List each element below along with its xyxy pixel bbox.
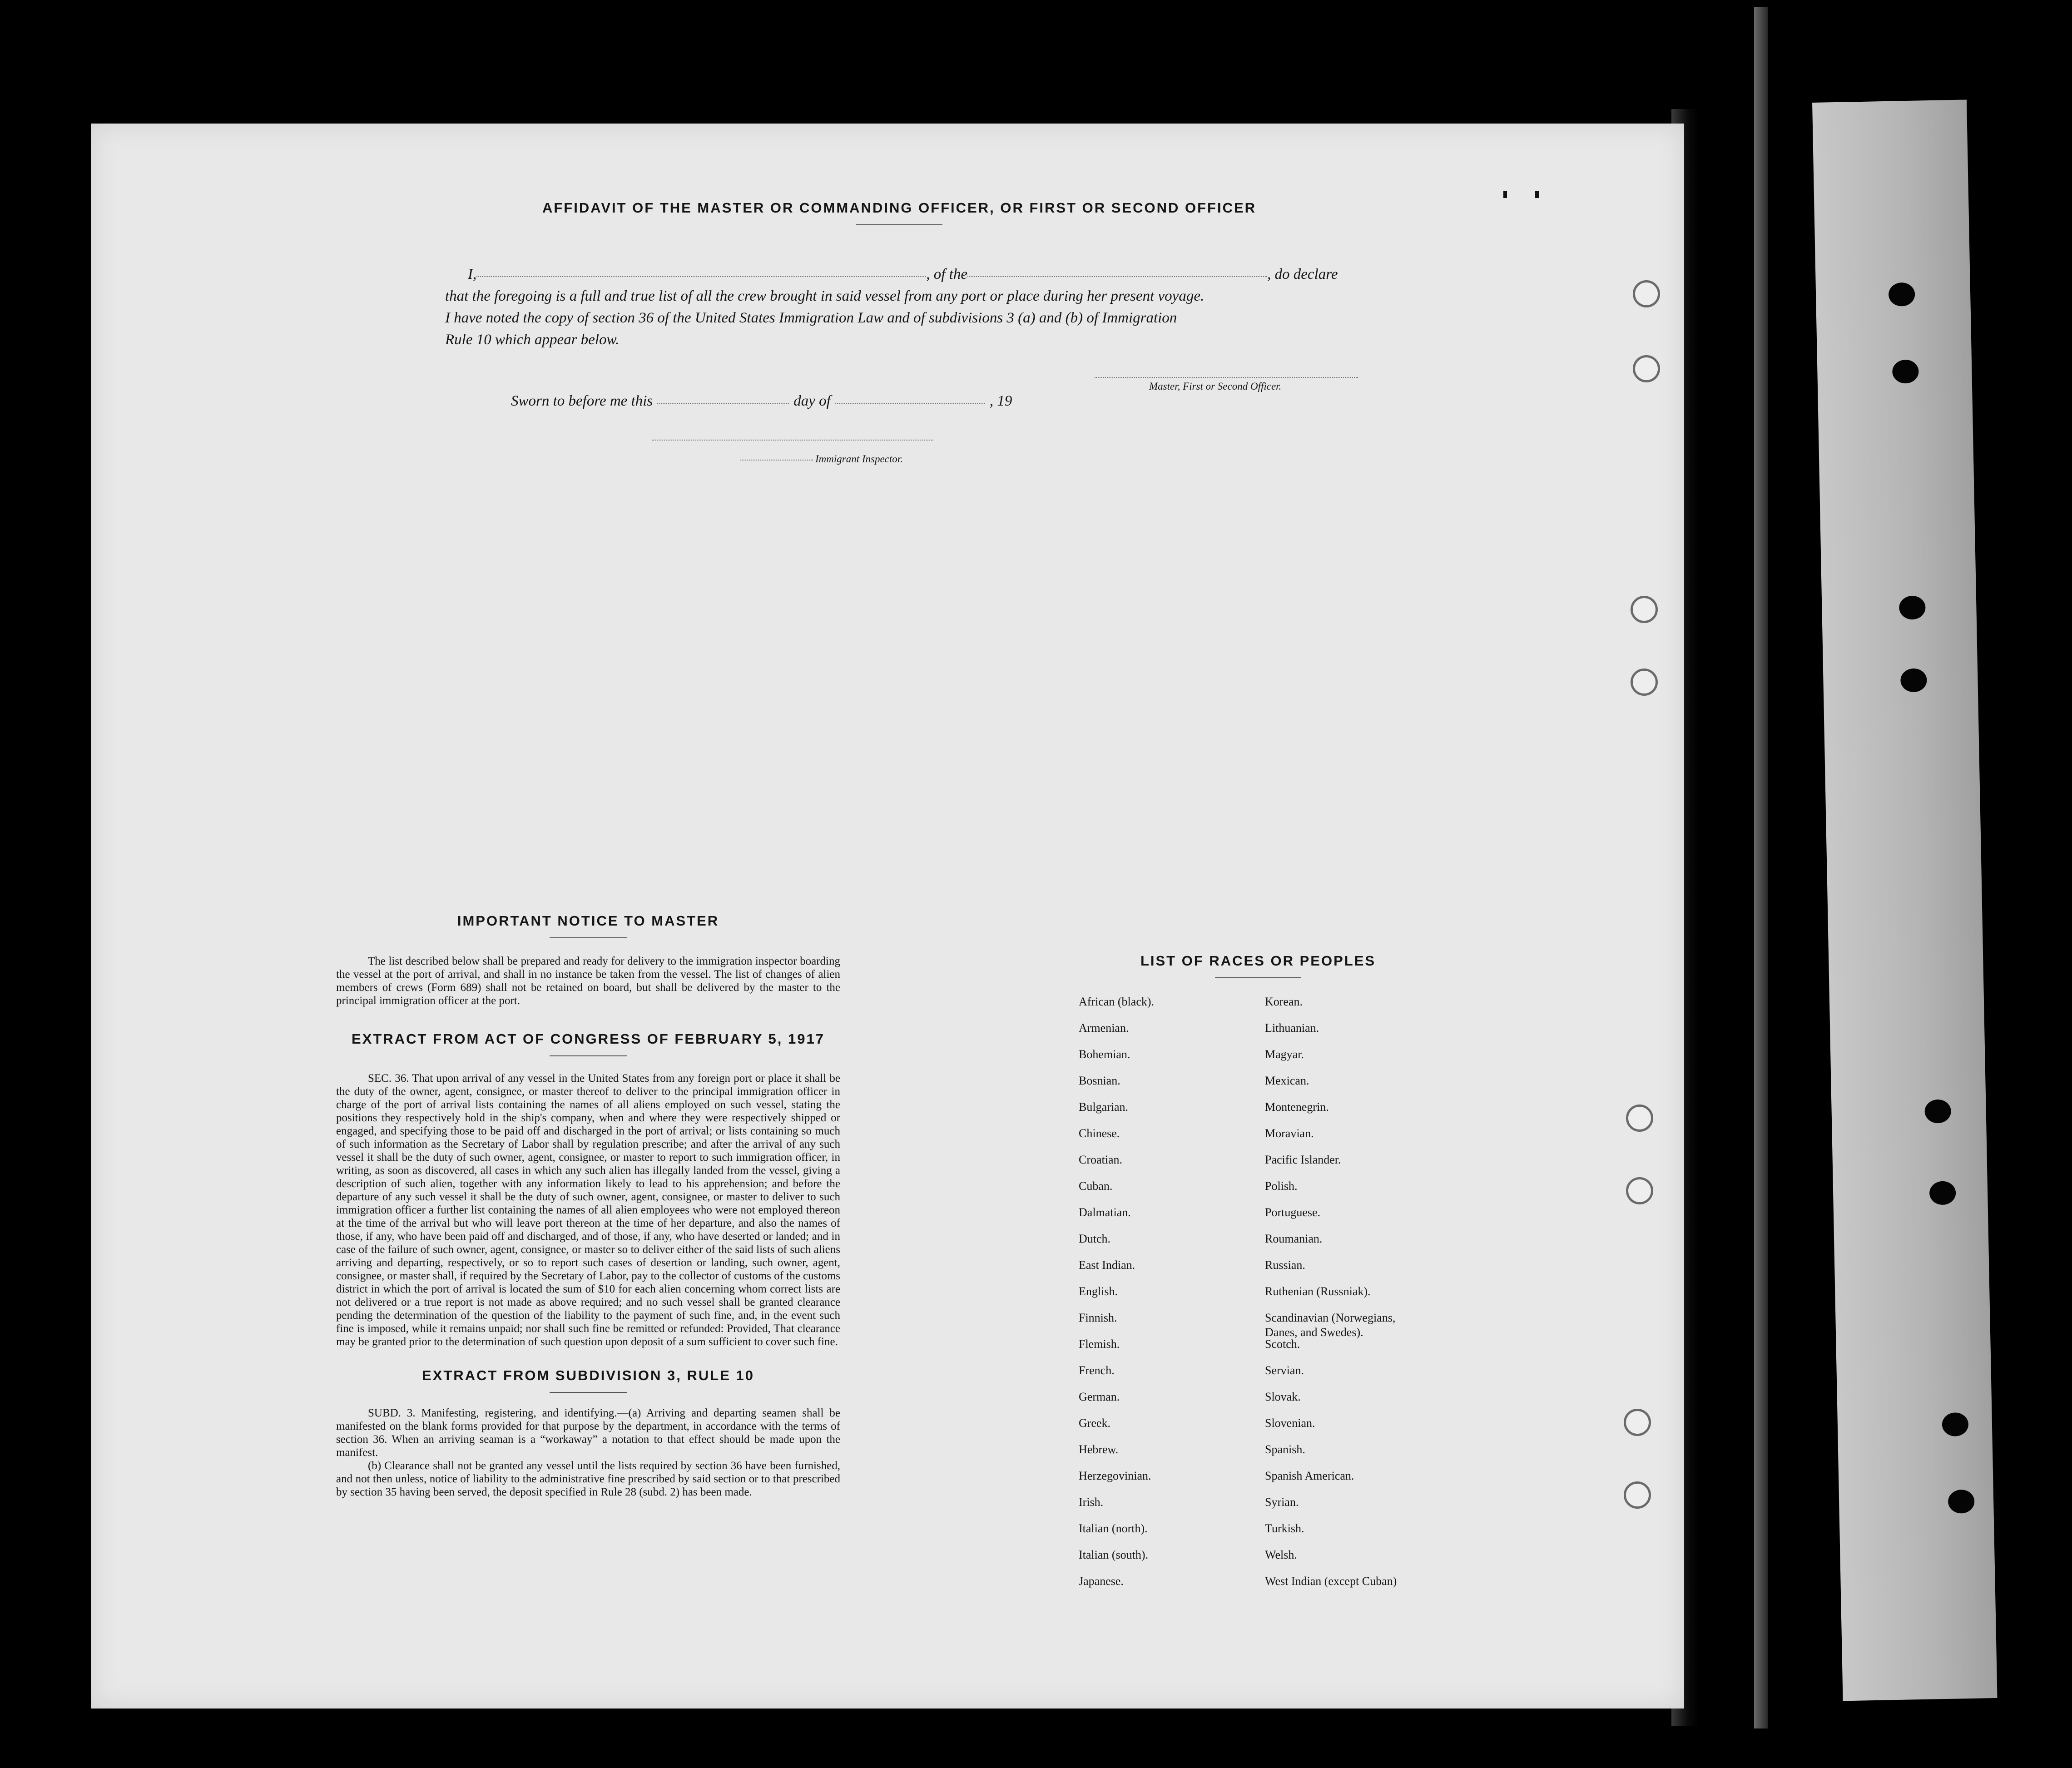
page-mark	[1503, 191, 1507, 198]
race-item: Slovak.	[1265, 1390, 1301, 1403]
name-field[interactable]	[476, 276, 926, 277]
rule-para-a: SUBD. 3. Manifesting, registering, and identifying.—(a) Arriving and departing seamen shall be manifested on the blank forms provided for that purpose by the department, in accordance with the terms of section 36. When an arriving seaman is a “workaway” a notation to that effect should be made upon the manifest.	[336, 1407, 840, 1459]
race-item: African (black).	[1079, 995, 1155, 1008]
rule-title: EXTRACT FROM SUBDIVISION 3, RULE 10	[422, 1367, 754, 1383]
binder-ring	[1626, 1177, 1653, 1204]
races-title: LIST OF RACES OR PEOPLES	[1140, 953, 1376, 969]
race-item: Flemish.	[1079, 1337, 1120, 1351]
inspector-signature-line[interactable]	[652, 440, 933, 441]
binder-ring	[1633, 280, 1660, 307]
affidavit-line-3: I have noted the copy of section 36 of the United States Immigration Law and of subdivisions 3 (a) and (b) of Immigration	[445, 310, 1177, 326]
race-item: Montenegrin.	[1265, 1100, 1329, 1114]
punch-hole	[1889, 282, 1915, 307]
race-item: Pacific Islander.	[1265, 1153, 1341, 1166]
master-signature-label: Master, First or Second Officer.	[1149, 381, 1282, 392]
punch-hole	[1924, 1099, 1951, 1124]
inspector-label: Immigrant Inspector.	[815, 453, 903, 465]
race-item: Mexican.	[1265, 1074, 1309, 1087]
race-item: Ruthenian (Russniak).	[1265, 1285, 1371, 1298]
rule-para-b: (b) Clearance shall not be granted any vessel until the lists required by section 36 have been furnished, and not then unless, notice of liability to the administrative fine prescribed by said section or to that prescribed by section 35 having been served, the deposit specified in Rule 28 (subd. 2) has been made.	[336, 1460, 840, 1498]
races-right-column	[1265, 995, 1419, 1600]
master-signature-line[interactable]	[1095, 377, 1358, 378]
affidavit-body	[445, 263, 1363, 351]
races-left-column	[1079, 995, 1154, 1600]
notice-body: The list described below shall be prepared and ready for delivery to the immigration inspector boarding the vessel at the port of arrival, and shall in no instance be taken from the vessel. The list of changes of alien members of crews (Form 689) shall not be retained on board, but shall be delivered by the master to the principal immigration officer at the port.	[336, 955, 840, 1007]
title-rule	[1215, 977, 1301, 978]
race-item: Italian (north).	[1079, 1522, 1148, 1535]
binder-ring	[1626, 1104, 1653, 1132]
of-the-label: , of the	[926, 266, 967, 282]
race-item: Irish.	[1079, 1496, 1104, 1509]
act-body: SEC. 36. That upon arrival of any vessel in the United States from any foreign port or place it shall be the duty of the owner, agent, consignee, or master thereof to deliver to the principal immigration officer in charge of the port of arrival lists containing the names of all aliens employed on such vessel, stating the positions they respectively hold in the ship's company, when and where they were respectively shipped or engaged, and specifying those to be paid off and discharged in the port of arrival; or lists containing so much of such information as the Secretary of Labor shall by regulation prescribe; and after the arrival of any such vessel it shall be the duty of such owner, agent, consignee, or master to report to such immigration officer, in writing, as soon as discovered, all cases in which any such alien has illegally landed from the vessel, giving a description of such alien, together with any information likely to lead to his apprehension; and before the departure of any such vessel it shall be the duty of such owner, agent, consignee, or master to deliver to such immigration officer a further list containing the names of all alien employees who were not employed thereon at the time of the arrival but who will leave port thereon at the time of her departure, and also the names of those, if any, who have been paid off and discharged, and of those, if any, who have deserted or landed; and in case of the failure of such owner, agent, consignee, or master so to deliver either of the said lists of such aliens arriving and departing, respectively, or so to report such cases of desertion or landing, such owner, agent, consignee, or master shall, if required by the Secretary of Labor, pay to the collector of customs of the customs district in which the port of arrival is located the sum of $10 for each alien concerning whom correct lists are not delivered or a true report is not made as above required; and no such vessel shall be granted clearance pending the determination of the question of the liability to the payment of such fine, and, in the event such fine is imposed, while it remains unpaid; nor shall such fine be remitted or refunded: Provided, That clearance may be granted prior to the determination of such question upon deposit of a sum sufficient to cover such fine.	[336, 1072, 840, 1348]
race-item: Scotch.	[1265, 1337, 1300, 1351]
punch-hole	[1899, 595, 1926, 619]
race-item: Hebrew.	[1079, 1443, 1119, 1456]
race-item: Finnish.	[1079, 1311, 1117, 1324]
race-item: Polish.	[1265, 1179, 1298, 1193]
race-item: German.	[1079, 1390, 1120, 1403]
race-item: French.	[1079, 1364, 1115, 1377]
manifest-sheet	[91, 124, 1684, 1709]
inspector-name-line[interactable]	[740, 460, 813, 461]
race-item: Bosnian.	[1079, 1074, 1120, 1087]
race-item: Magyar.	[1265, 1048, 1304, 1061]
race-item: Dalmatian.	[1079, 1206, 1131, 1219]
race-item: Herzegovinian.	[1079, 1469, 1151, 1482]
do-declare-label: , do declare	[1267, 266, 1338, 282]
race-item: Japanese.	[1079, 1575, 1124, 1588]
race-item: Croatian.	[1079, 1153, 1123, 1166]
race-item: Korean.	[1265, 995, 1303, 1008]
punch-hole	[1892, 360, 1919, 384]
punch-hole	[1900, 668, 1927, 692]
day-field[interactable]	[657, 402, 789, 404]
race-item: English.	[1079, 1285, 1118, 1298]
race-item: Slovenian.	[1265, 1416, 1315, 1430]
month-field[interactable]	[835, 402, 985, 404]
binder-ring	[1631, 596, 1658, 623]
race-item: Spanish American.	[1265, 1469, 1354, 1482]
race-item: Italian (south).	[1079, 1548, 1149, 1561]
affidavit-line-4: Rule 10 which appear below.	[445, 332, 620, 348]
race-item: East Indian.	[1079, 1258, 1135, 1272]
race-item: Servian.	[1265, 1364, 1304, 1377]
race-item: Armenian.	[1079, 1021, 1129, 1035]
adjacent-page-strip	[1812, 99, 1998, 1701]
binder-ring	[1633, 355, 1660, 382]
act-title: EXTRACT FROM ACT OF CONGRESS OF FEBRUARY 5, 1917	[352, 1031, 825, 1047]
binder-ring	[1624, 1481, 1651, 1509]
binding-bar	[1754, 7, 1768, 1728]
day-of-label: day of	[793, 393, 831, 409]
race-item: Bohemian.	[1079, 1048, 1130, 1061]
page-mark	[1535, 191, 1539, 198]
binder-ring	[1624, 1409, 1651, 1436]
notice-section	[336, 913, 840, 1499]
affidavit-line-1	[445, 263, 1363, 285]
race-item: Spanish.	[1265, 1443, 1305, 1456]
affidavit-section	[436, 200, 1363, 225]
punch-hole	[1942, 1412, 1968, 1436]
race-item: Lithuanian.	[1265, 1021, 1319, 1035]
punch-hole	[1929, 1181, 1956, 1205]
race-item: Syrian.	[1265, 1496, 1299, 1509]
race-item: Portuguese.	[1265, 1206, 1321, 1219]
race-item: Cuban.	[1079, 1179, 1113, 1193]
affidavit-line-2: that the foregoing is a full and true list of all the crew brought in said vessel from any port or place during her present voyage.	[445, 288, 1205, 304]
race-item: Dutch.	[1079, 1232, 1111, 1245]
affidavit-i-label: I,	[468, 266, 477, 282]
race-item: Greek.	[1079, 1416, 1111, 1430]
race-item: West Indian (except Cuban)	[1265, 1575, 1397, 1588]
title-rule	[550, 1392, 627, 1393]
notice-title: IMPORTANT NOTICE TO MASTER	[457, 913, 719, 929]
year-label: , 19	[989, 393, 1012, 409]
title-rule	[550, 937, 627, 938]
sworn-label: Sworn to before me this	[511, 393, 653, 409]
race-item: Bulgarian.	[1079, 1100, 1129, 1114]
race-item: Turkish.	[1265, 1522, 1304, 1535]
race-item: Welsh.	[1265, 1548, 1297, 1561]
sworn-line	[511, 393, 1012, 410]
races-section	[1117, 953, 1399, 978]
title-rule	[550, 1055, 627, 1056]
affidavit-title: AFFIDAVIT OF THE MASTER OR COMMANDING OFFICER, OR FIRST OR SECOND OFFICER	[542, 200, 1257, 216]
race-item: Chinese.	[1079, 1127, 1120, 1140]
punch-hole	[1948, 1490, 1975, 1514]
race-item: Russian.	[1265, 1258, 1305, 1272]
binder-ring	[1631, 669, 1658, 696]
race-item: Scandinavian (Norwegians, Danes, and Swedes).	[1265, 1311, 1396, 1339]
vessel-field[interactable]	[967, 276, 1267, 277]
race-item: Moravian.	[1265, 1127, 1314, 1140]
title-rule	[856, 224, 942, 225]
race-item: Roumanian.	[1265, 1232, 1323, 1245]
